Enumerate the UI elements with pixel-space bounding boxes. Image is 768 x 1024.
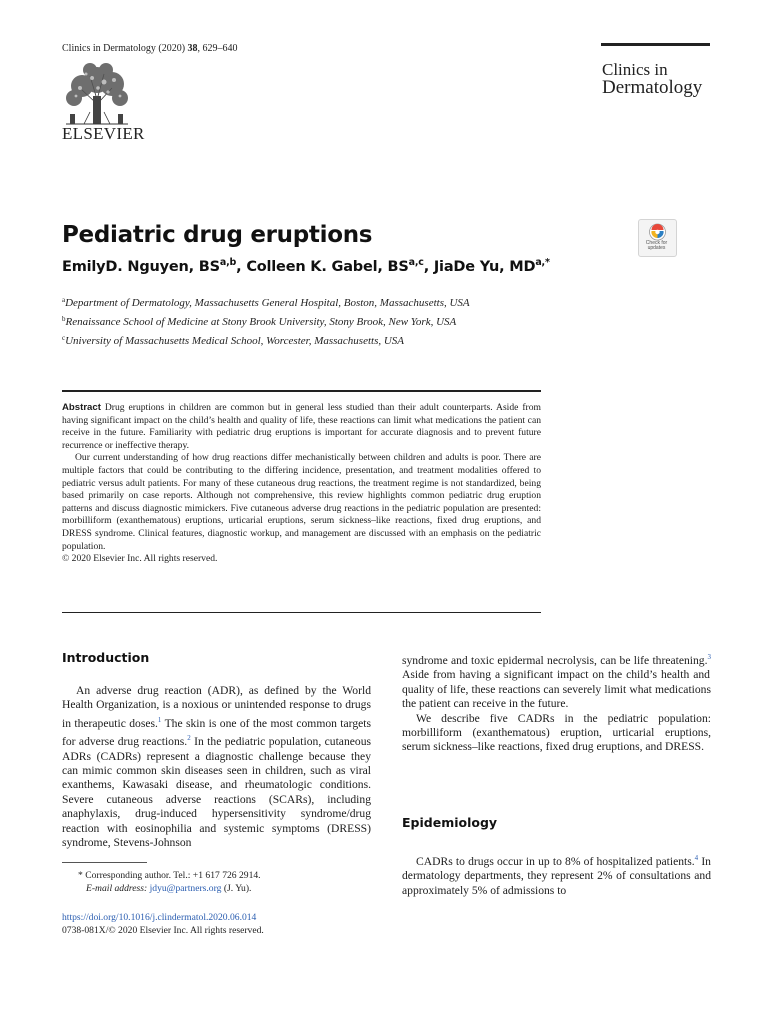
article-title: Pediatric drug eruptions	[62, 222, 373, 248]
check-for-updates-badge[interactable]	[638, 219, 677, 257]
affiliations	[62, 292, 470, 349]
publisher-name: ELSEVIER	[62, 124, 145, 143]
footnote-rule	[62, 862, 147, 863]
abstract-bottom-rule	[62, 612, 541, 613]
introduction-paragraph: An adverse drug reaction (ADR), as defined by the World Health Organization, is a noxious or unintended response to drugs in therapeutic doses.$^1$ The skin is one of the most common targets for adverse drug reactions.$^2$ In the pediatric population, cutaneous ADRs (CADRs) represent a diagnostic challenge because they can mimic common skin diseases seen in children, such as viral exanthems, Kawasaki disease, and rheumatologic conditions. Severe cutaneous adverse reactions (SCARs), including anaphylaxis, drug-induced hypersensitivity syndrome/drug reaction with eosinophilia and systemic symptoms (DRESS) syndrome, Stevens-Johnson	[62, 684, 372, 850]
right-column-body	[402, 650, 711, 755]
abstract-label: Abstract	[62, 402, 101, 413]
elsevier-tree-logo	[62, 62, 132, 126]
epidemiology-heading: Epidemiology	[402, 815, 498, 830]
email-link[interactable]: jdyu@partners.org	[149, 883, 222, 894]
corresponding-author-footnote	[62, 869, 261, 895]
introduction-body	[62, 684, 371, 850]
email-line: E-mail address: jdyu@partners.org (J. Yu).	[86, 883, 252, 894]
journal-title-line1: Clinics in	[602, 60, 668, 79]
journal-title-line2: Dermatology	[602, 77, 703, 98]
journal-rule	[601, 43, 710, 46]
corresponding-author: * Corresponding author. Tel.: +1 617 726 2914.	[78, 870, 261, 881]
issn-copyright: 0738-081X/© 2020 Elsevier Inc. All rights reserved.	[62, 925, 264, 936]
journal-citation: Clinics in Dermatology (2020) 38, 629–640	[62, 43, 238, 54]
ref-4[interactable]: 4	[694, 854, 699, 862]
abstract-paragraph-2: Our current understanding of how drug reactions differ mechanistically between children and adults is poor. There are multiple factors that could be contributing to the differing incidence, presentation, and treatment modalities offered to pediatric versus adult patients. For many of these cutaneous drug reactions, the treatment regime is not standardized, being based primarily on case reports. Although not comprehensive, this review highlights common pediatric drug eruption patterns and discuss diagnostic mimickers. Five cutaneous adverse drug reactions in the pediatric population are presented: morbilliform (exanthematous) eruptions, urticarial eruptions, serum sickness–like reactions, fixed drug eruptions, and DRESS syndrome. Clinical features, diagnostic workup, and management are discussed with an emphasis on the pediatric population.	[62, 452, 541, 552]
journal-title	[602, 61, 702, 97]
abstract-top-rule	[62, 390, 541, 392]
affiliation-b: $^b$Renaissance School of Medicine at Stony Brook University, Stony Brook, New York, USA	[62, 315, 457, 328]
ref-1[interactable]: 1	[157, 715, 162, 724]
introduction-heading: Introduction	[62, 650, 150, 665]
abstract	[62, 402, 541, 566]
epidemiology-paragraph: CADRs to drugs occur in up to 8% of hospitalized patients.$^4$ In dermatology departments, they represent 2% of consultations and approximately 5% of admissions to	[402, 854, 711, 897]
cadr-list-paragraph: We describe five CADRs in the pediatric population: morbilliform (exanthematous) eruption, urticarial eruptions, serum sickness–like reactions, fixed drug eruptions, and DRESS.	[402, 711, 711, 754]
epidemiology-body	[402, 851, 711, 898]
affiliation-c: $^c$University of Massachusetts Medical School, Worcester, Massachusetts, USA	[62, 334, 405, 347]
author-2: Colleen K. Gabel, BS	[246, 259, 409, 275]
author-list: EmilyD. Nguyen, BS$^{a,b}$, Colleen K. Gabel, BS$^{a,c}$, JiaDe Yu, $MD^{a,*}$	[62, 257, 550, 275]
affiliation-a: $^a$Department of Dermatology, Massachusetts General Hospital, Boston, Massachusetts, USA	[62, 296, 470, 309]
author-3: JiaDe Yu, MD	[433, 259, 536, 275]
continued-paragraph: syndrome and toxic epidermal necrolysis, can be life threatening.$^3$ Aside from having a significant impact on the child’s health and quality of life, these reactions can severely limit what medications the patient can receive in the future.	[402, 653, 711, 711]
abstract-paragraph-1: Abstract Drug eruptions in children are common but in general less studied than their adult counterparts. Aside from having significant impact on the child’s health and quality of life, these reactions can limit what medications the patient can receive in the future. Familiarity with pediatric drug eruptions is important for accurate diagnosis and to prevent future recurrence or ineffective therapy.	[62, 402, 541, 451]
doi-link[interactable]: https://doi.org/10.1016/j.clindermatol.2020.06.014	[62, 912, 257, 923]
author-1: EmilyD. Nguyen, BS	[62, 259, 220, 275]
check-for-updates-label: Check for updates	[645, 240, 668, 251]
ref-2[interactable]: 2	[187, 734, 191, 743]
ref-3[interactable]: 3	[707, 653, 711, 661]
abstract-copyright: © 2020 Elsevier Inc. All rights reserved.	[62, 553, 218, 565]
